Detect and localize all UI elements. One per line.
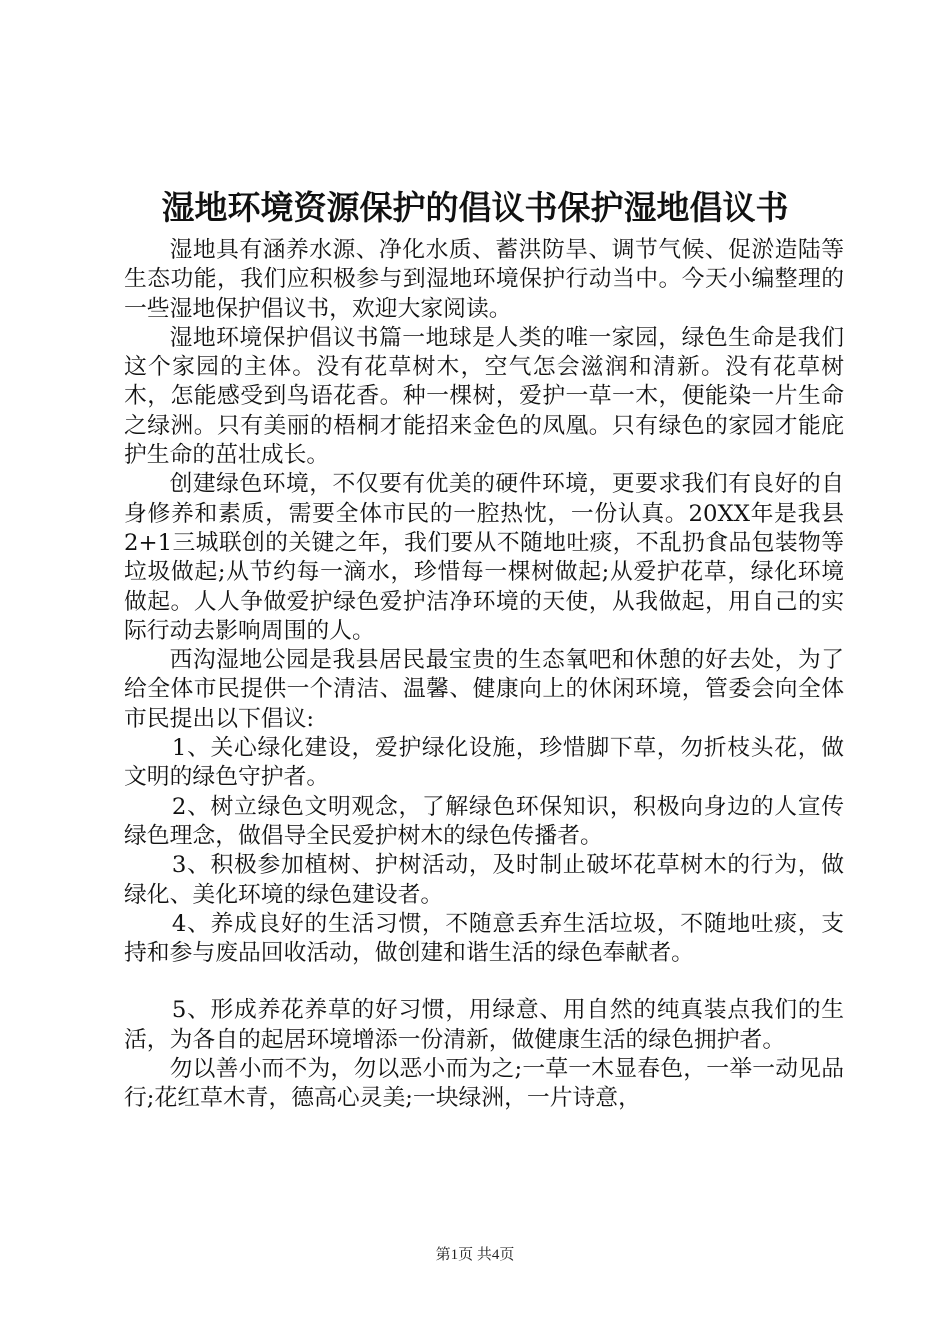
proposal-item-3: 3、积极参加植树、护树活动，及时制止破坏花草树木的行为，做绿化、美化环境的绿色建设者。 (124, 852, 844, 908)
proposal-item-4: 4、养成良好的生活习惯，不随意丢弃生活垃圾，不随地吐痰，支持和参与废品回收活动，做创建和谐生活的绿色奉献者。 (124, 910, 844, 967)
proposal-item-2: 2、树立绿色文明观念，了解绿色环保知识，积极向身边的人宣传绿色理念，做倡导全民爱护树木的绿色传播者。 (124, 793, 844, 849)
paragraph-green-environment: 创建绿色环境，不仅要有优美的硬件环境，更要求我们有良好的自身修养和素质，需要全体市民的一腔热忱，一份认真。20XX年是我县2+1三城联创的关键之年，我们要从不随地吐痰，不乱扔食品包装物等垃圾做起;从节约每一滴水，珍惜每一棵树做起;从爱护花草，绿化环境做起。人人争做爱护绿色爱护洁净环境的天使，从我做起，用自己的实际行动去影响周围的人。 (124, 471, 844, 644)
paragraph-closing: 勿以善小而不为，勿以恶小而为之;一草一木显春色，一举一动见品行;花红草木青，德高心灵美;一块绿洲，一片诗意， (124, 1056, 844, 1112)
proposal-item-5: 5、形成养花养草的好习惯，用绿意、用自然的纯真装点我们的生活，为各自的起居环境增添一份清新，做健康生活的绿色拥护者。 (124, 997, 844, 1053)
paragraph-wetland-park: 西沟湿地公园是我县居民最宝贵的生态氧吧和休憩的好去处，为了给全体市民提供一个清洁、温馨、健康向上的休闲环境，管委会向全体市民提出以下倡议: (124, 647, 844, 732)
proposal-item-1: 1、关心绿化建设，爱护绿化设施，珍惜脚下草，勿折枝头花，做文明的绿色守护者。 (124, 735, 844, 791)
document-body (124, 236, 844, 1114)
paragraph-spacer (124, 968, 844, 996)
page-footer: 第1页 共4页 (435, 1247, 515, 1263)
paragraph-intro: 湿地具有涵养水源、净化水质、蓄洪防旱、调节气候、促淤造陆等生态功能，我们应积极参与到湿地环境保护行动当中。今天小编整理的一些湿地保护倡议书，欢迎大家阅读。 (124, 237, 844, 322)
paragraph-letter-one: 湿地环境保护倡议书篇一地球是人类的唯一家园，绿色生命是我们这个家园的主体。没有花草树木，空气怎会滋润和清新。没有花草树木，怎能感受到鸟语花香。种一棵树，爱护一草一木，便能染一片生命之绿洲。只有美丽的梧桐才能招来金色的凤凰。只有绿色的家园才能庇护生命的茁壮成长。 (124, 324, 844, 469)
document-title: 湿地环境资源保护的倡议书保护湿地倡议书 (161, 188, 789, 227)
